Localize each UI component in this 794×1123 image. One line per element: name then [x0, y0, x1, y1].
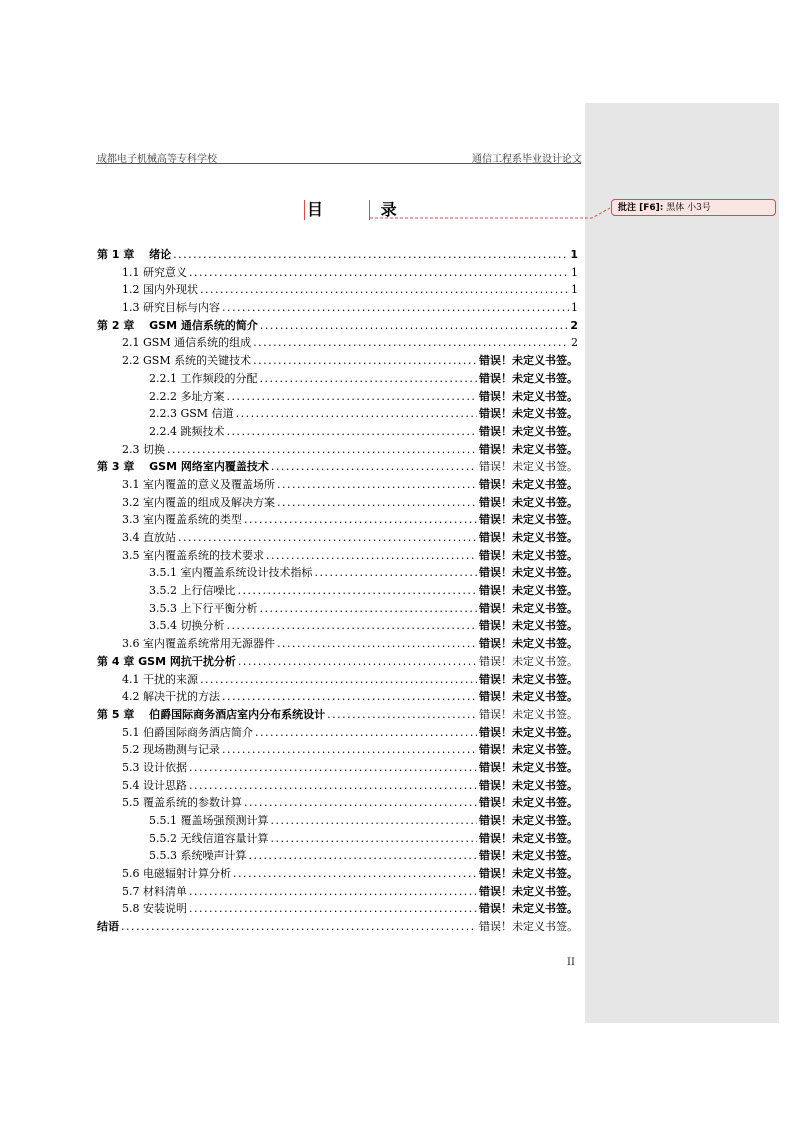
- toc-entry-page: 错误！未定义书签。: [479, 796, 578, 810]
- toc-entry-title: 3.6 室内覆盖系统常用无源器件: [122, 637, 275, 651]
- toc-entry-title: 5.5.3 系统噪声计算: [149, 849, 247, 863]
- toc-entry[interactable]: [97, 299, 578, 317]
- toc-leader-dots: [266, 547, 477, 565]
- toc-entry-title: 5.8 安装说明: [122, 902, 187, 916]
- toc-entry-title: 5.2 现场勘测与记录: [122, 743, 220, 757]
- toc-leader-dots: [255, 724, 477, 742]
- toc-leader-dots: [189, 264, 569, 282]
- toc-entry[interactable]: [97, 617, 578, 635]
- toc-entry-title: 5.5 覆盖系统的参数计算: [122, 796, 242, 810]
- toc-entry[interactable]: [97, 281, 578, 299]
- toc-entry[interactable]: [97, 847, 578, 865]
- toc-entry-page: 错误！未定义书签。: [479, 884, 578, 898]
- toc-entry-title: 3.1 室内覆盖的意义及覆盖场所: [122, 477, 275, 491]
- toc-entry-title: 3.5.4 切换分析: [149, 619, 225, 633]
- toc-leader-dots: [222, 741, 477, 759]
- toc-entry[interactable]: [97, 865, 578, 883]
- toc-entry-title: 结语: [97, 920, 119, 934]
- toc-entry[interactable]: [97, 582, 578, 600]
- toc-entry[interactable]: [97, 441, 578, 459]
- toc-entry-page: 错误！未定义书签。: [479, 495, 578, 509]
- toc-leader-dots: [238, 582, 478, 600]
- toc-entry[interactable]: [97, 777, 578, 795]
- toc-entry[interactable]: [97, 794, 578, 812]
- toc-entry-page: 1: [570, 248, 578, 261]
- toc-entry-title: 第 4 章 GSM 网抗干扰分析: [97, 654, 236, 668]
- toc-leader-dots: [277, 494, 477, 512]
- toc-entry[interactable]: [97, 317, 578, 335]
- comment-text: 黑体 小3号: [666, 203, 711, 213]
- toc-leader-dots: [227, 388, 478, 406]
- toc-entry[interactable]: [97, 370, 578, 388]
- toc-entry-title: 3.3 室内覆盖系统的类型: [122, 513, 242, 527]
- toc-entry[interactable]: [97, 671, 578, 689]
- toc-leader-dots: [249, 847, 478, 865]
- toc-entry[interactable]: [97, 724, 578, 742]
- toc-entry-page: 错误！未定义书签。: [479, 902, 578, 916]
- toc-entry-title: 5.3 设计依据: [122, 760, 187, 774]
- toc-entry[interactable]: [97, 494, 578, 512]
- page-title[interactable]: 目 录: [304, 200, 370, 220]
- toc-entry-title: 5.1 伯爵国际商务酒店简介: [122, 725, 253, 739]
- toc-entry-page: 错误！未定义书签。: [479, 920, 578, 934]
- toc-entry-title: 2.2.3 GSM 信道: [149, 407, 234, 421]
- toc-entry-title: 3.4 直放站: [122, 531, 176, 544]
- toc-leader-dots: [200, 671, 477, 689]
- table-of-contents: [97, 246, 578, 936]
- toc-leader-dots: [277, 476, 477, 494]
- toc-entry-title: 第 3 章 GSM 网络室内覆盖技术: [97, 460, 269, 474]
- toc-entry[interactable]: [97, 458, 578, 476]
- toc-entry[interactable]: [97, 564, 578, 582]
- toc-entry-title: 2.2.4 跳频技术: [149, 424, 225, 438]
- toc-leader-dots: [271, 812, 478, 830]
- toc-entry-title: 2.1 GSM 通信系统的组成: [122, 336, 252, 350]
- toc-entry-title: 5.7 材料清单: [122, 884, 187, 898]
- toc-entry[interactable]: [97, 334, 578, 352]
- toc-entry-page: 2: [571, 336, 578, 350]
- toc-entry-page: 错误！未定义书签。: [479, 619, 578, 633]
- toc-entry-page: 1: [571, 265, 578, 279]
- toc-leader-dots: [178, 529, 477, 547]
- header-rule: [96, 163, 581, 164]
- toc-entry-page: 错误！未定义书签。: [479, 690, 578, 704]
- comment-pane: [585, 103, 779, 1023]
- toc-leader-dots: [189, 759, 477, 777]
- toc-entry[interactable]: [97, 635, 578, 653]
- toc-entry[interactable]: [97, 706, 578, 724]
- comment-label: 批注 [F6]:: [618, 203, 664, 213]
- toc-entry-title: 2.2.1 工作频段的分配: [149, 371, 258, 385]
- toc-leader-dots: [260, 600, 478, 618]
- toc-entry[interactable]: [97, 759, 578, 777]
- toc-entry[interactable]: [97, 883, 578, 901]
- toc-entry-title: 4.2 解决干扰的方法: [122, 690, 220, 704]
- toc-leader-dots: [227, 423, 478, 441]
- header-school: 成都电子机械高等专科学校: [97, 154, 217, 165]
- toc-entry-title: 2.2.2 多址方案: [149, 389, 225, 403]
- toc-entry-page: 错误！未定义书签。: [479, 831, 578, 845]
- toc-entry[interactable]: [97, 741, 578, 759]
- toc-entry-title: 第 2 章 GSM 通信系统的简介: [97, 318, 258, 332]
- toc-entry-page: 错误！未定义书签。: [479, 760, 578, 774]
- toc-leader-dots: [173, 246, 568, 264]
- toc-leader-dots: [167, 441, 477, 459]
- toc-entry-page: 错误！未定义书签。: [479, 531, 578, 544]
- toc-entry-title: 第 5 章 伯爵国际商务酒店室内分布系统设计: [97, 707, 326, 721]
- toc-entry[interactable]: [97, 476, 578, 494]
- toc-leader-dots: [222, 688, 477, 706]
- toc-entry-page: 2: [570, 318, 578, 332]
- toc-leader-dots: [244, 511, 477, 529]
- toc-entry-page: 错误！未定义书签。: [479, 407, 578, 421]
- toc-entry-page: 错误！未定义书签。: [479, 442, 578, 456]
- toc-entry[interactable]: [97, 812, 578, 830]
- toc-entry[interactable]: [97, 423, 578, 441]
- toc-entry-page: 错误！未定义书签。: [479, 354, 578, 368]
- toc-entry-page: 错误！未定义书签。: [479, 460, 578, 474]
- toc-entry-title: 5.5.1 覆盖场强预测计算: [149, 814, 269, 827]
- toc-entry-page: 错误！未定义书签。: [479, 814, 578, 827]
- toc-entry-page: 1: [571, 283, 578, 297]
- toc-leader-dots: [315, 564, 478, 582]
- toc-entry-page: 错误！未定义书签。: [479, 424, 578, 438]
- toc-entry[interactable]: [97, 352, 578, 370]
- toc-leader-dots: [222, 299, 569, 317]
- toc-entry-page: 错误！未定义书签。: [479, 566, 578, 580]
- toc-leader-dots: [233, 865, 477, 883]
- toc-leader-dots: [200, 281, 569, 299]
- toc-entry-title: 3.2 室内覆盖的组成及解决方案: [122, 495, 275, 509]
- toc-entry[interactable]: [97, 600, 578, 618]
- toc-leader-dots: [227, 617, 478, 635]
- toc-entry[interactable]: [97, 900, 578, 918]
- toc-entry[interactable]: [97, 547, 578, 565]
- toc-entry-page: 错误！未定义书签。: [479, 849, 578, 863]
- toc-entry-page: 1: [571, 301, 578, 315]
- toc-entry-title: 1.3 研究目标与内容: [122, 301, 220, 315]
- toc-entry-page: 错误！未定义书签。: [479, 778, 578, 792]
- toc-entry-title: 5.6 电磁辐射计算分析: [122, 867, 231, 881]
- toc-entry-page: 错误！未定义书签。: [479, 513, 578, 527]
- toc-entry-title: 2.3 切换: [122, 442, 165, 456]
- toc-entry[interactable]: [97, 653, 578, 671]
- toc-entry-title: 1.1 研究意义: [122, 265, 187, 279]
- toc-entry[interactable]: [97, 830, 578, 848]
- toc-entry-page: 错误！未定义书签。: [479, 584, 578, 598]
- toc-entry[interactable]: [97, 264, 578, 282]
- toc-entry-title: 3.5.3 上下行平衡分析: [149, 601, 258, 615]
- toc-entry-title: 4.1 干扰的来源: [122, 672, 198, 686]
- toc-entry-title: 3.5.1 室内覆盖系统设计技术指标: [149, 566, 313, 580]
- toc-entry-title: 5.4 设计思路: [122, 778, 187, 792]
- toc-entry[interactable]: [97, 529, 578, 547]
- toc-entry-title: 2.2 GSM 系统的关键技术: [122, 354, 252, 368]
- toc-leader-dots: [189, 883, 477, 901]
- toc-leader-dots: [277, 635, 477, 653]
- toc-leader-dots: [327, 706, 477, 724]
- toc-entry-page: 错误！未定义书签。: [479, 637, 578, 651]
- toc-entry-page: 错误！未定义书签。: [479, 725, 578, 739]
- toc-leader-dots: [260, 370, 478, 388]
- toc-entry-page: 错误！未定义书签。: [479, 867, 578, 881]
- toc-entry-title: 第 1 章 绪论: [97, 248, 172, 261]
- toc-leader-dots: [121, 918, 477, 936]
- toc-entry-page: 错误！未定义书签。: [479, 371, 578, 385]
- toc-leader-dots: [244, 794, 477, 812]
- toc-entry[interactable]: [97, 246, 578, 264]
- toc-entry[interactable]: [97, 688, 578, 706]
- toc-leader-dots: [189, 900, 477, 918]
- toc-entry-page: 错误！未定义书签。: [479, 389, 578, 403]
- toc-entry[interactable]: [97, 511, 578, 529]
- toc-entry[interactable]: [97, 388, 578, 406]
- toc-entry[interactable]: [97, 918, 578, 936]
- toc-entry-page: 错误！未定义书签。: [479, 707, 578, 721]
- toc-entry-title: 5.5.2 无线信道容量计算: [149, 831, 269, 845]
- toc-entry-page: 错误！未定义书签。: [479, 654, 578, 668]
- toc-entry-page: 错误！未定义书签。: [479, 477, 578, 491]
- toc-leader-dots: [238, 653, 477, 671]
- toc-entry-title: 3.5 室内覆盖系统的技术要求: [122, 548, 264, 562]
- toc-leader-dots: [189, 777, 477, 795]
- toc-leader-dots: [253, 334, 569, 352]
- toc-entry-title: 3.5.2 上行信噪比: [149, 584, 236, 598]
- toc-entry-page: 错误！未定义书签。: [479, 743, 578, 757]
- comment-balloon[interactable]: [611, 199, 776, 216]
- toc-leader-dots: [260, 317, 568, 335]
- header-thesis: 通信工程系毕业设计论文: [472, 154, 582, 165]
- toc-leader-dots: [253, 352, 477, 370]
- toc-entry[interactable]: [97, 405, 578, 423]
- page-number: II: [567, 957, 575, 968]
- toc-leader-dots: [271, 830, 478, 848]
- toc-leader-dots: [271, 458, 477, 476]
- toc-leader-dots: [236, 405, 477, 423]
- toc-entry-page: 错误！未定义书签。: [479, 548, 578, 562]
- toc-entry-title: 1.2 国内外现状: [122, 283, 198, 297]
- toc-entry-page: 错误！未定义书签。: [479, 601, 578, 615]
- toc-entry-page: 错误！未定义书签。: [479, 672, 578, 686]
